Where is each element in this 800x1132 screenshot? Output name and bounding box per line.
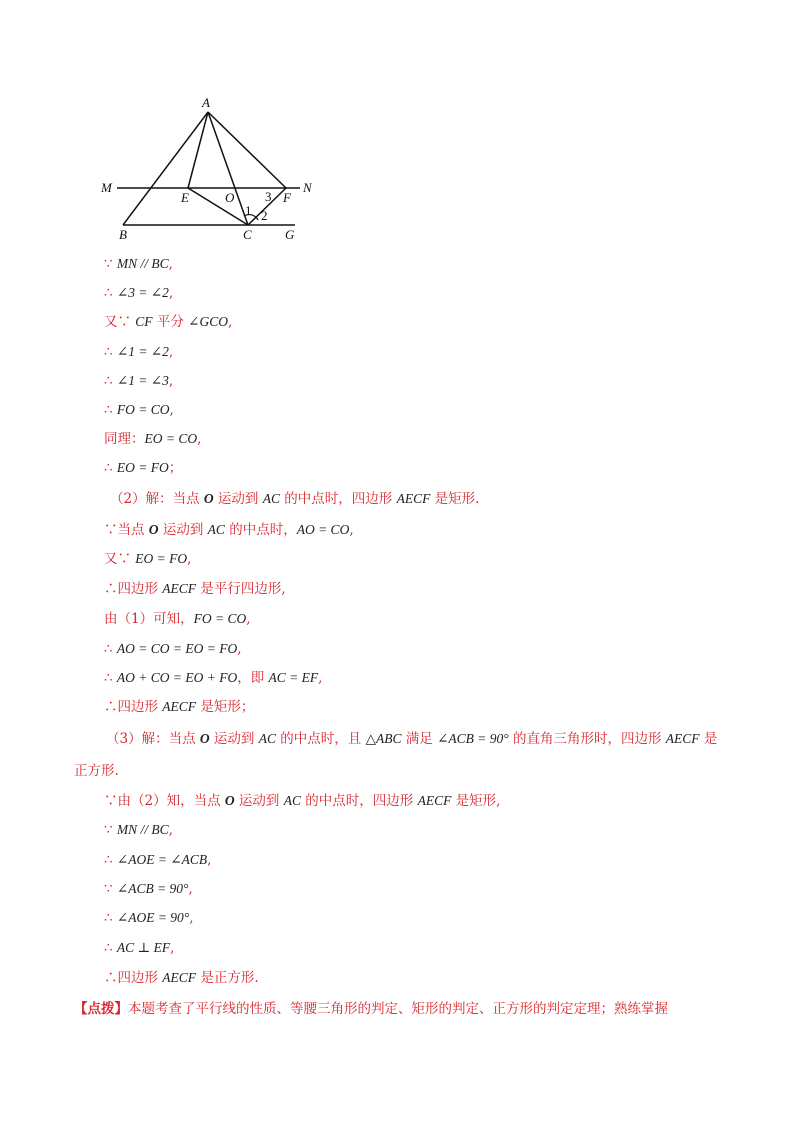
label-c: C bbox=[243, 227, 252, 242]
part3-line-6: ∴ AC ⊥ EF, bbox=[104, 940, 175, 956]
note-line bbox=[74, 1000, 668, 1018]
segment-ec bbox=[188, 188, 248, 225]
proof-line-3: 又∵ CF 平分 ∠GCO, bbox=[104, 314, 233, 330]
label-g: G bbox=[285, 227, 295, 242]
label-2: 2 bbox=[261, 208, 268, 223]
part2-line-5: ∴ AO = CO = EO = FO, bbox=[104, 641, 242, 657]
label-o: O bbox=[225, 190, 235, 205]
part2-heading: （2）解：当点 O 运动到 AC 的中点时，四边形 AECF 是矩形. bbox=[110, 491, 480, 507]
part3-line-2: ∵ MN // BC, bbox=[104, 822, 173, 838]
label-m: M bbox=[101, 180, 112, 195]
part3-heading: （3）解：当点 O 运动到 AC 的中点时，且 △ABC 满足 ∠ACB = 90° 的直角三角形时，四边形 AECF 是 bbox=[106, 731, 718, 747]
note-tag: 【点拨】 bbox=[74, 1001, 128, 1017]
proof-line-1: ∵ MN // BC, bbox=[104, 256, 173, 272]
proof-line-2: ∴ ∠3 = ∠2, bbox=[104, 285, 174, 301]
part2-line-1: ∵当点 O 运动到 AC 的中点时，AO = CO, bbox=[104, 522, 354, 538]
label-b: B bbox=[119, 227, 127, 242]
label-a: A bbox=[202, 95, 210, 110]
part2-line-6: ∴ AO + CO = EO + FO，即 AC = EF, bbox=[104, 670, 323, 686]
label-n: N bbox=[303, 180, 312, 195]
segment-ab bbox=[123, 112, 208, 225]
segment-af bbox=[208, 112, 286, 188]
segment-ac bbox=[208, 112, 248, 225]
part2-line-4: 由（1）可知，FO = CO, bbox=[104, 611, 251, 627]
proof-line-7: 同理：EO = CO, bbox=[104, 431, 202, 447]
part2-line-3: ∴四边形 AECF 是平行四边形, bbox=[104, 581, 286, 597]
part3-line-5: ∴ ∠AOE = 90°, bbox=[104, 910, 194, 926]
proof-line-6: ∴ FO = CO, bbox=[104, 402, 174, 418]
label-1: 1 bbox=[245, 203, 252, 218]
part3-line-4: ∵ ∠ACB = 90°, bbox=[104, 881, 193, 897]
part3-line-1: ∵由（2）知，当点 O 运动到 AC 的中点时，四边形 AECF 是矩形, bbox=[104, 793, 501, 809]
proof-line-5: ∴ ∠1 = ∠3, bbox=[104, 373, 174, 389]
label-e: E bbox=[181, 190, 189, 205]
label-3: 3 bbox=[265, 189, 272, 204]
part3-line-3: ∴ ∠AOE = ∠ACB, bbox=[104, 852, 212, 868]
segment-ae bbox=[188, 112, 208, 188]
proof-line-8: ∴ EO = FO； bbox=[104, 460, 183, 476]
part3-line-7: ∴四边形 AECF 是正方形. bbox=[104, 970, 259, 986]
label-f: F bbox=[283, 190, 291, 205]
part2-line-2: 又∵ EO = FO, bbox=[104, 551, 192, 567]
geometry-figure bbox=[95, 92, 315, 252]
proof-line-4: ∴ ∠1 = ∠2, bbox=[104, 344, 174, 360]
part2-line-7: ∴四边形 AECF 是矩形； bbox=[104, 699, 255, 715]
part3-heading-cont: 正方形. bbox=[74, 763, 119, 779]
note-text: 本题考查了平行线的性质、等腰三角形的判定、矩形的判定、正方形的判定定理；熟练掌握 bbox=[128, 1001, 668, 1017]
